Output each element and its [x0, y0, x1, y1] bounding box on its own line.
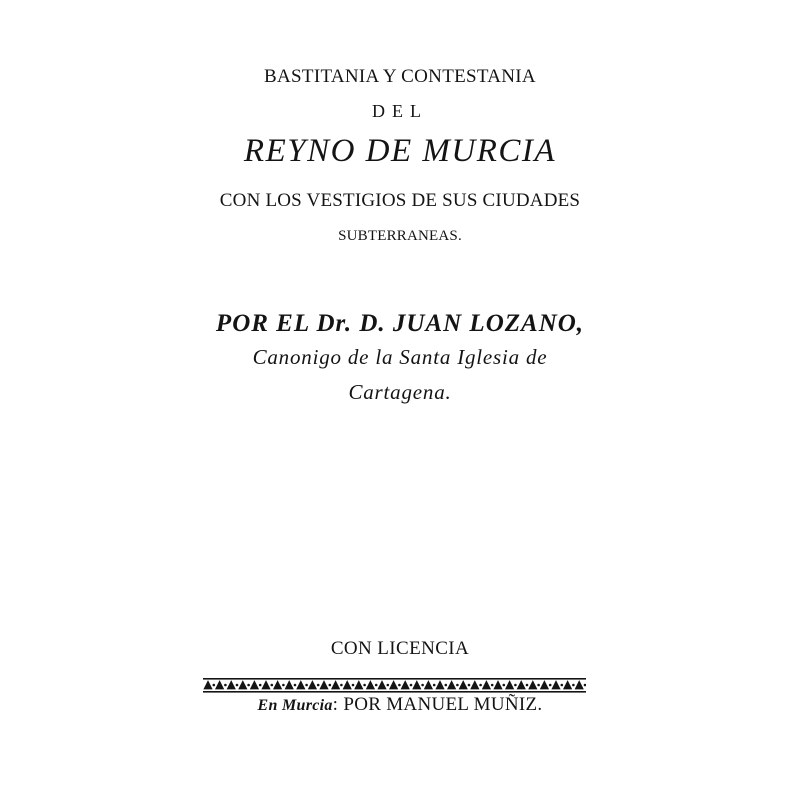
title-line-4: CON LOS VESTIGIOS DE SUS CIUDADES: [219, 190, 581, 211]
ornament-glyph: [262, 681, 270, 689]
ornament-dot: [526, 684, 529, 687]
ornament-dot: [340, 684, 343, 687]
ornament-glyph: [506, 681, 514, 689]
ornament-glyph: [366, 681, 374, 689]
ornament-glyph: [552, 681, 560, 689]
author-line: POR EL Dr. D. JUAN LOZANO,: [215, 310, 585, 337]
ornament-dot: [352, 684, 355, 687]
ornament-glyph: [482, 681, 490, 689]
title-line-1: BASTITANIA Y CONTESTANIA: [264, 66, 536, 87]
ornament-glyph: [297, 681, 305, 689]
ornament-dot: [537, 684, 540, 687]
imprint-separator: :: [332, 694, 339, 715]
ornament-glyph: [517, 681, 525, 689]
ornament-glyph: [436, 681, 444, 689]
imprint-line: [0, 694, 800, 716]
ornament-glyph: [378, 681, 386, 689]
imprint-place: En Murcia: [257, 697, 333, 714]
ornament-glyph: [575, 681, 583, 689]
ornament-dot: [584, 684, 586, 687]
author-see-line: Cartagena.: [348, 380, 452, 404]
ornament-glyph: [320, 681, 328, 689]
ornament-dot: [561, 684, 564, 687]
ornament-dot: [514, 684, 517, 687]
ornament-dot: [572, 684, 575, 687]
ornament-glyph: [285, 681, 293, 689]
ornament-dot: [410, 684, 413, 687]
ornament-dot: [259, 684, 262, 687]
ornament-dot: [305, 684, 308, 687]
ornament-glyph: [204, 681, 212, 689]
ornament-dot: [329, 684, 332, 687]
ornament-rule-top: [203, 678, 586, 680]
ornament-glyph: [274, 681, 282, 689]
imprint-printer: POR MANUEL MUÑIZ.: [343, 694, 543, 715]
ornament-glyph: [424, 681, 432, 689]
main-title: REYNO DE MURCIA: [243, 133, 557, 169]
ornament-glyph: [343, 681, 351, 689]
ornament-glyph: [250, 681, 258, 689]
ornament-dot: [247, 684, 250, 687]
ornament-dot: [503, 684, 506, 687]
ornament-dot: [479, 684, 482, 687]
ornament-dot: [363, 684, 366, 687]
ornament-dot: [317, 684, 320, 687]
licence-line: CON LICENCIA: [330, 638, 470, 659]
ornament-glyph: [355, 681, 363, 689]
ornament-dot: [445, 684, 448, 687]
ornament-dot: [294, 684, 297, 687]
ornament-glyph: [401, 681, 409, 689]
ornament-dot: [456, 684, 459, 687]
ornament-glyph: [471, 681, 479, 689]
ornament-glyph: [216, 681, 224, 689]
ornament-rule-bottom: [203, 691, 586, 693]
ornament-glyph: [540, 681, 548, 689]
author-title-line: Canonigo de la Santa Iglesia de: [252, 345, 548, 369]
ornament-dot: [375, 684, 378, 687]
ornament-glyph: [448, 681, 456, 689]
ornament-dot: [236, 684, 239, 687]
ornament-glyph: [390, 681, 398, 689]
ornament-dot: [282, 684, 285, 687]
ornament-dot: [549, 684, 552, 687]
ornament-glyph: [529, 681, 537, 689]
ornament-dot: [213, 684, 216, 687]
ornament-dot: [271, 684, 274, 687]
ornament-glyph: [227, 681, 235, 689]
ornament-glyph: [459, 681, 467, 689]
ornament-dot: [224, 684, 227, 687]
ornament-dot: [468, 684, 471, 687]
ornament-dot: [398, 684, 401, 687]
ornament-glyph: [494, 681, 502, 689]
title-line-5: SUBTERRANEAS.: [338, 228, 462, 244]
ornament-dot: [421, 684, 424, 687]
ornament-dot: [491, 684, 494, 687]
ornament-glyph: [564, 681, 572, 689]
ornament-glyph: [308, 681, 316, 689]
ornament-glyph: [413, 681, 421, 689]
ornament-glyph: [239, 681, 247, 689]
ornament-dot: [433, 684, 436, 687]
ornament-glyph: [332, 681, 340, 689]
ornament-dot: [387, 684, 390, 687]
title-line-2: DEL: [372, 101, 428, 121]
